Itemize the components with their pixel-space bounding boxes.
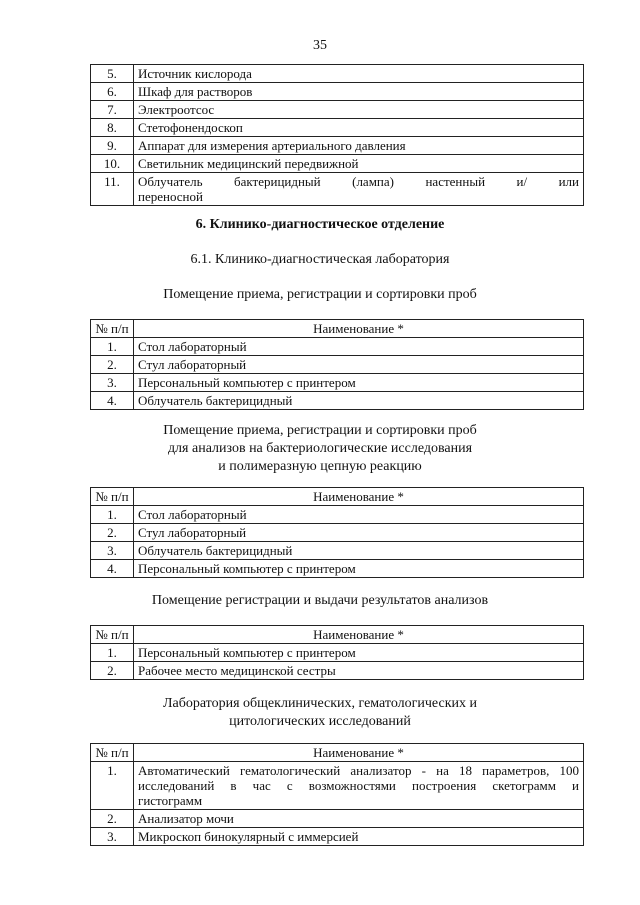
block-title-line: Помещение приема, регистрации и сортировки проб xyxy=(163,423,477,438)
row-number: 7. xyxy=(91,101,134,119)
row-number: 3. xyxy=(91,828,134,846)
page-number: 35 xyxy=(313,38,327,53)
table-row xyxy=(91,173,584,206)
row-name: Источник кислорода xyxy=(134,65,584,83)
table-row xyxy=(91,119,584,137)
row-name-line: исследований в час с возможностями построения скетограмм и xyxy=(138,778,579,793)
row-name xyxy=(134,762,584,810)
table-row xyxy=(91,524,584,542)
table-row xyxy=(91,374,584,392)
row-name: Шкаф для растворов xyxy=(134,83,584,101)
table-row xyxy=(91,506,584,524)
table-row xyxy=(91,560,584,578)
row-number: 3. xyxy=(91,542,134,560)
block-title: Помещение регистрации и выдачи результатов анализов xyxy=(151,593,489,608)
row-name: Стол лабораторный xyxy=(134,506,584,524)
row-number: 8. xyxy=(91,119,134,137)
row-name: Облучатель бактерицидный xyxy=(134,392,584,410)
row-name-line: Облучатель бактерицидный (лампа) настенный и/ или xyxy=(138,174,579,189)
table-row xyxy=(91,662,584,680)
row-name: Аппарат для измерения артериального давления xyxy=(134,137,584,155)
row-name: Рабочее место медицинской сестры xyxy=(134,662,584,680)
row-name-line: переносной xyxy=(138,189,203,204)
row-number: 10. xyxy=(91,155,134,173)
col-num-header: № п/п xyxy=(91,320,134,338)
col-num-header: № п/п xyxy=(91,626,134,644)
block-title xyxy=(0,695,640,731)
equipment-table-results xyxy=(90,625,584,680)
table-header-row xyxy=(91,626,584,644)
row-number: 3. xyxy=(91,374,134,392)
block-title-line: и полимеразную цепную реакцию xyxy=(218,459,422,474)
equipment-table-clinical xyxy=(90,743,584,846)
section-title: 6. Клинико-диагностическое отделение xyxy=(195,217,445,232)
row-name: Персональный компьютер с принтером xyxy=(134,374,584,392)
row-name: Стетофонендоскоп xyxy=(134,119,584,137)
table-header-row xyxy=(91,488,584,506)
row-number: 11. xyxy=(91,173,134,206)
row-number: 2. xyxy=(91,524,134,542)
row-name: Микроскоп бинокулярный с иммерсией xyxy=(134,828,584,846)
col-name-header: Наименование * xyxy=(134,488,584,506)
row-number: 1. xyxy=(91,506,134,524)
row-name-line: гистограмм xyxy=(138,793,203,808)
row-number: 5. xyxy=(91,65,134,83)
block-title xyxy=(0,422,640,476)
table-row xyxy=(91,542,584,560)
table-row xyxy=(91,392,584,410)
col-name-header: Наименование * xyxy=(134,626,584,644)
row-name: Персональный компьютер с принтером xyxy=(134,644,584,662)
row-number: 2. xyxy=(91,810,134,828)
table-row xyxy=(91,644,584,662)
row-name: Персональный компьютер с принтером xyxy=(134,560,584,578)
table-row xyxy=(91,762,584,810)
col-num-header: № п/п xyxy=(91,488,134,506)
row-name: Анализатор мочи xyxy=(134,810,584,828)
row-name: Стул лабораторный xyxy=(134,524,584,542)
table-row xyxy=(91,155,584,173)
table-row xyxy=(91,65,584,83)
table-row xyxy=(91,828,584,846)
equipment-table-continued xyxy=(90,64,584,206)
row-name-line: Автоматический гематологический анализатор - на 18 параметров, 100 xyxy=(138,763,579,778)
row-name: Электроотсос xyxy=(134,101,584,119)
row-name xyxy=(134,173,584,206)
table-header-row xyxy=(91,744,584,762)
table-row xyxy=(91,356,584,374)
subsection-title: 6.1. Клинико-диагностическая лаборатория xyxy=(190,252,450,267)
row-number: 9. xyxy=(91,137,134,155)
row-number: 4. xyxy=(91,560,134,578)
table-row xyxy=(91,338,584,356)
block-title-line: для анализов на бактериологические исследования xyxy=(167,441,473,456)
row-number: 1. xyxy=(91,338,134,356)
row-name: Светильник медицинский передвижной xyxy=(134,155,584,173)
row-name: Стул лабораторный xyxy=(134,356,584,374)
row-name: Стол лабораторный xyxy=(134,338,584,356)
col-name-header: Наименование * xyxy=(134,320,584,338)
row-number: 6. xyxy=(91,83,134,101)
row-name: Облучатель бактерицидный xyxy=(134,542,584,560)
row-number: 1. xyxy=(91,762,134,810)
table-row xyxy=(91,810,584,828)
table-row xyxy=(91,137,584,155)
table-header-row xyxy=(91,320,584,338)
row-number: 2. xyxy=(91,356,134,374)
col-num-header: № п/п xyxy=(91,744,134,762)
table-row xyxy=(91,83,584,101)
equipment-table-reception xyxy=(90,319,584,410)
block-title-line: цитологических исследований xyxy=(229,714,411,729)
col-name-header: Наименование * xyxy=(134,744,584,762)
row-number: 1. xyxy=(91,644,134,662)
row-number: 4. xyxy=(91,392,134,410)
block-title-line: Лаборатория общеклинических, гематологических и xyxy=(162,696,477,711)
block-title: Помещение приема, регистрации и сортировки проб xyxy=(163,287,477,302)
row-number: 2. xyxy=(91,662,134,680)
equipment-table-bacteriology xyxy=(90,487,584,578)
table-row xyxy=(91,101,584,119)
